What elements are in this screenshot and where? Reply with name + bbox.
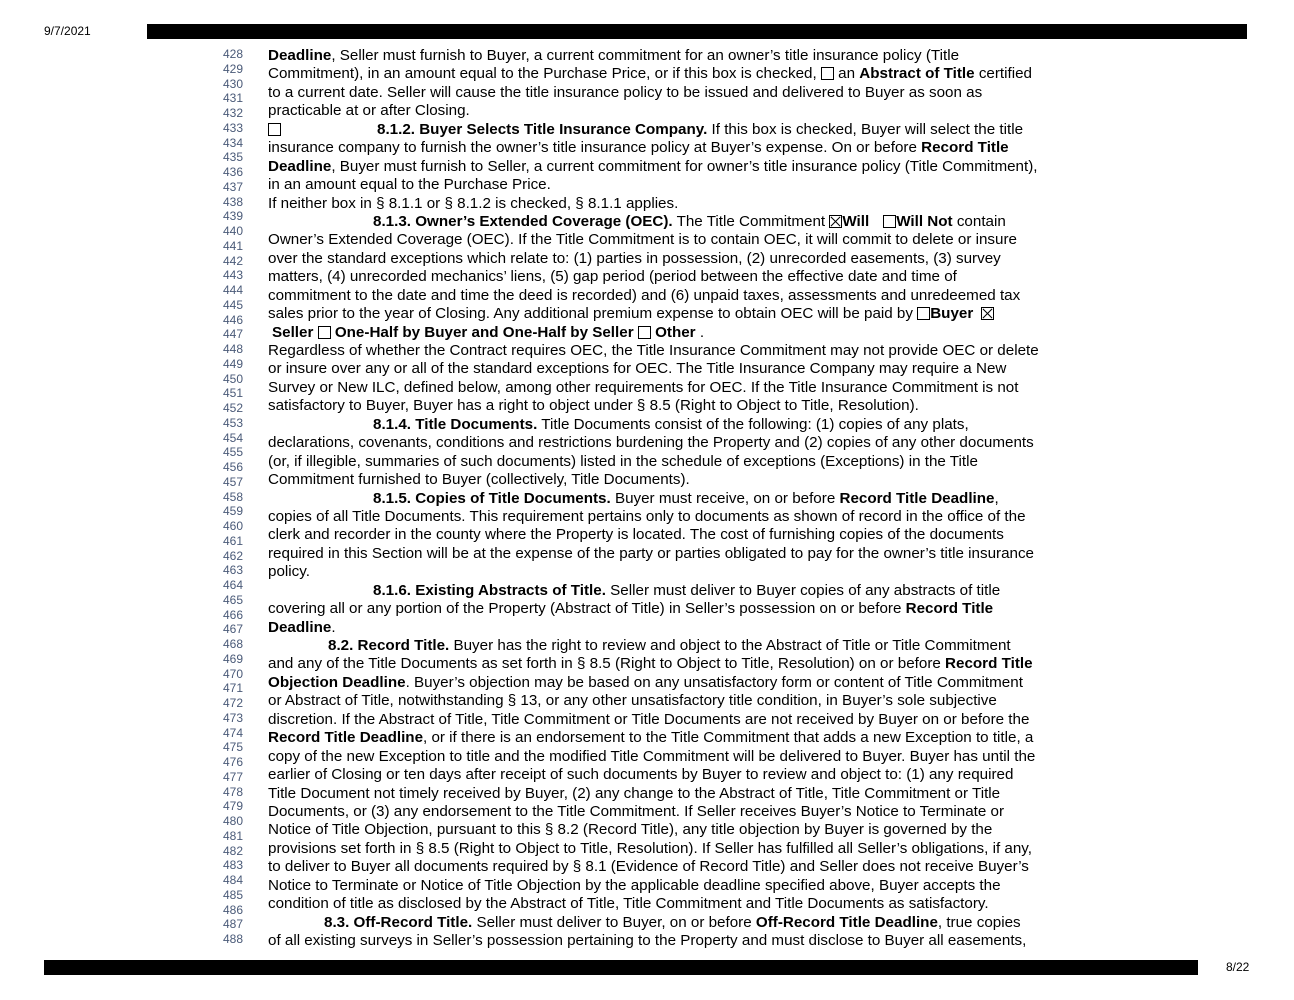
line-number: 467	[222, 622, 243, 637]
text-line: 8.3. Off-Record Title. Seller must deliver to Buyer, on or before Off-Record Title Deadline, true copies	[324, 913, 1021, 931]
line-number: 468	[222, 637, 243, 651]
line-number: 450	[222, 371, 243, 386]
text-line: Survey or New ILC, defined below, among other requirements for OEC. If the Title Insurance Commitment is not	[268, 378, 1019, 396]
text-line: commitment to the date and time the deed is recorded) and (6) unpaid taxes, assessments and unredeemed tax	[268, 286, 1021, 304]
text-line: condition of title as disclosed by the Abstract of Title, Title Commitment and Title Documents as satisfactory.	[268, 895, 989, 913]
text-line: Deadline.	[268, 618, 336, 636]
print-date: 9/7/2021	[44, 24, 91, 38]
line-number: 441	[222, 238, 243, 253]
line-number: 481	[222, 828, 243, 843]
text-line: 8.1.2. Buyer Selects Title Insurance Company. If this box is checked, Buyer will select the title	[268, 121, 1088, 139]
line-number: 430	[222, 76, 243, 91]
line-number: 440	[222, 224, 243, 238]
line-number: 461	[222, 533, 243, 548]
line-number: 454	[222, 430, 243, 445]
line-number: 445	[222, 297, 243, 312]
text-line: to deliver to Buyer all documents required by § 8.1 (Evidence of Record Title) and Seller does not receive Buyer’s	[268, 858, 1029, 876]
text-line: required in this Section will be at the expense of the party or parties obligated to pay for the owner’s title insurance	[268, 544, 1035, 562]
text-line: insurance company to furnish the owner’s title insurance policy at Buyer’s expense. On or before Record Title	[268, 139, 1009, 157]
text-line: 8.1.5. Copies of Title Documents. Buyer must receive, on or before Record Title Deadline,	[373, 489, 999, 507]
line-number: 452	[222, 401, 243, 415]
text-line: Seller One-Half by Buyer and One-Half by Seller Other .	[272, 323, 705, 341]
text-line: clerk and recorder in the county where the Property is located. The cost of furnishing copies of the documents	[268, 526, 1004, 544]
line-number: 466	[222, 607, 243, 622]
line-number: 475	[222, 740, 243, 755]
line-number: 469	[222, 651, 243, 666]
line-number: 482	[222, 843, 243, 858]
header-bar	[147, 24, 1247, 39]
text-line: 8.1.4. Title Documents. Title Documents consist of the following: (1) copies of any plats,	[373, 415, 969, 433]
line-number: 449	[222, 356, 243, 371]
text-line: Regardless of whether the Contract requires OEC, the Title Insurance Commitment may not provide OEC or delete	[268, 342, 1039, 359]
oec-other-checkbox[interactable]	[638, 326, 651, 339]
line-number: 488	[222, 932, 243, 946]
line-number: 472	[222, 696, 243, 710]
line-number: 474	[222, 725, 243, 740]
line-number: 470	[222, 666, 243, 681]
line-number: 487	[222, 917, 243, 932]
line-number: 428	[222, 47, 243, 61]
text-line: copies of all Title Documents. This requirement pertains only to documents as shown of record in the office of the	[268, 507, 1026, 525]
line-number: 436	[222, 165, 243, 179]
abstract-of-title-checkbox[interactable]	[821, 67, 834, 80]
line-number: 483	[222, 858, 243, 873]
line-number: 455	[222, 445, 243, 460]
line-number: 485	[222, 887, 243, 902]
line-number: 464	[222, 578, 243, 592]
oec-will-checkbox[interactable]	[829, 215, 842, 228]
text-line: provisions set forth in § 8.5 (Right to Object to Title, Resolution). If Seller has fulfilled all Seller’s obligations, if any,	[268, 839, 1032, 857]
line-number: 437	[222, 179, 243, 194]
text-line: covering all or any portion of the Property (Abstract of Title) in Seller’s possession on or before Record Title	[268, 600, 994, 618]
text-line: Documents, or (3) any endorsement to the Title Commitment. If Seller receives Buyer’s Notice to Terminate or	[268, 802, 1005, 820]
line-number: 479	[222, 799, 243, 814]
text-line: or Abstract of Title, notwithstanding § 13, or any other unsatisfactory title condition, in Buyer’s sole subjective	[268, 692, 997, 710]
line-number: 444	[222, 283, 243, 297]
line-number: 459	[222, 504, 243, 519]
text-line: Notice of Title Objection, pursuant to this § 8.2 (Record Title), any title objection by Buyer is governed by the	[268, 821, 993, 839]
text-line: Commitment furnished to Buyer (collectively, Title Documents).	[268, 471, 690, 489]
line-number: 463	[222, 563, 243, 578]
line-number: 460	[222, 519, 243, 533]
page-number: 8/22	[1226, 960, 1250, 974]
line-number: 457	[222, 474, 243, 489]
line-number: 442	[222, 253, 243, 268]
text-line: (or, if illegible, summaries of such documents) listed in the schedule of exceptions (Exceptions) in the Title	[268, 452, 978, 470]
line-number: 451	[222, 386, 243, 401]
line-number: 431	[222, 91, 243, 106]
text-line: sales prior to the year of Closing. Any additional premium expense to obtain OEC will be paid by Buyer	[268, 305, 1088, 323]
text-line: discretion. If the Abstract of Title, Title Commitment or Title Documents are not received by Buyer on or before the	[268, 710, 1030, 728]
line-number: 435	[222, 150, 243, 165]
line-number: 476	[222, 755, 243, 769]
oec-will-not-checkbox[interactable]	[883, 215, 896, 228]
line-number: 458	[222, 489, 243, 504]
text-line: 8.2. Record Title. Buyer has the right to review and object to the Abstract of Title or Title Commitment	[328, 637, 1011, 654]
text-line: or insure over any or all of the standard exceptions for OEC. The Title Insurance Company may require a New	[268, 360, 1007, 378]
line-number: 443	[222, 268, 243, 283]
text-line: declarations, covenants, conditions and restrictions burdening the Property and (2) copies of any other documents	[268, 434, 1034, 452]
text-line: matters, (4) unrecorded mechanics’ liens, (5) gap period (period between the effective date and time of	[268, 268, 957, 286]
text-line: If neither box in § 8.1.1 or § 8.1.2 is checked, § 8.1.1 applies.	[268, 194, 679, 212]
text-line: practicable at or after Closing.	[268, 102, 470, 120]
oec-paid-by-seller-checkbox[interactable]	[981, 307, 994, 320]
line-number: 453	[222, 415, 243, 430]
text-line: Deadline, Seller must furnish to Buyer, a current commitment for an owner’s title insurance policy (Title	[268, 47, 960, 64]
line-number: 434	[222, 135, 243, 150]
line-number: 446	[222, 312, 243, 327]
line-number: 465	[222, 592, 243, 607]
oec-half-half-checkbox[interactable]	[318, 326, 331, 339]
line-number: 433	[222, 120, 243, 135]
line-number: 478	[222, 784, 243, 799]
line-number: 447	[222, 327, 243, 342]
text-line: and any of the Title Documents as set forth in § 8.5 (Right to Object to Title, Resolution) on or before Record Title	[268, 655, 1033, 673]
line-number: 462	[222, 548, 243, 563]
text-line: earlier of Closing or ten days after receipt of such documents by Buyer to review and object to: (1) any required	[268, 766, 1014, 784]
line-number: 484	[222, 873, 243, 887]
line-number: 429	[222, 61, 243, 76]
line-number: 456	[222, 460, 243, 474]
line-number: 438	[222, 194, 243, 209]
text-line: Commitment), in an amount equal to the Purchase Price, or if this box is checked, an Abstract of Title certified	[268, 65, 1033, 83]
text-line: Objection Deadline. Buyer’s objection may be based on any unsatisfactory form or content of Title Commitment	[268, 673, 1023, 691]
line-number: 480	[222, 814, 243, 828]
text-line: policy.	[268, 563, 310, 581]
line-number: 477	[222, 769, 243, 784]
line-number: 432	[222, 106, 243, 120]
text-line: Record Title Deadline, or if there is an endorsement to the Title Commitment that adds a new Exception to title, a	[268, 729, 1034, 747]
line-number: 448	[222, 342, 243, 356]
oec-paid-by-buyer-checkbox[interactable]	[917, 307, 930, 320]
text-line: to a current date. Seller will cause the title insurance policy to be issued and delivered to Buyer as soon as	[268, 83, 983, 101]
text-line: in an amount equal to the Purchase Price.	[268, 176, 551, 194]
text-line: 8.1.3. Owner’s Extended Coverage (OEC). The Title Commitment Will Will Not contain	[373, 212, 1006, 230]
line-number: 473	[222, 710, 243, 725]
text-line: Notice to Terminate or Notice of Title Objection by the applicable deadline specified above, Buyer accepts the	[268, 876, 1001, 894]
text-line: of all existing surveys in Seller’s possession pertaining to the Property and must disclose to Buyer all easements,	[268, 932, 1027, 949]
line-number: 486	[222, 902, 243, 917]
text-line: 8.1.6. Existing Abstracts of Title. Seller must deliver to Buyer copies of any abstracts of title	[373, 581, 1001, 599]
text-line: Owner’s Extended Coverage (OEC). If the Title Commitment is to contain OEC, it will commit to delete or insure	[268, 231, 1017, 249]
line-number: 471	[222, 681, 243, 696]
footer-bar	[44, 960, 1198, 975]
text-line: copy of the new Exception to title and the modified Title Commitment will be delivered to Buyer. Buyer has until the	[268, 747, 1036, 765]
text-line: Deadline, Buyer must furnish to Seller, a current commitment for owner’s title insurance policy (Title Commitment),	[268, 157, 1038, 175]
line-number: 439	[222, 209, 243, 224]
text-line: satisfactory to Buyer, Buyer has a right to object under § 8.5 (Right to Object to Title, Resolution).	[268, 397, 919, 415]
buyer-selects-title-company-checkbox[interactable]	[268, 123, 281, 136]
text-line: Title Document not timely received by Buyer, (2) any change to the Abstract of Title, Title Commitment or Title	[268, 784, 1001, 802]
document-body	[268, 47, 1088, 950]
text-line: over the standard exceptions which relate to: (1) parties in possession, (2) unrecorded easements, (3) survey	[268, 249, 1001, 267]
